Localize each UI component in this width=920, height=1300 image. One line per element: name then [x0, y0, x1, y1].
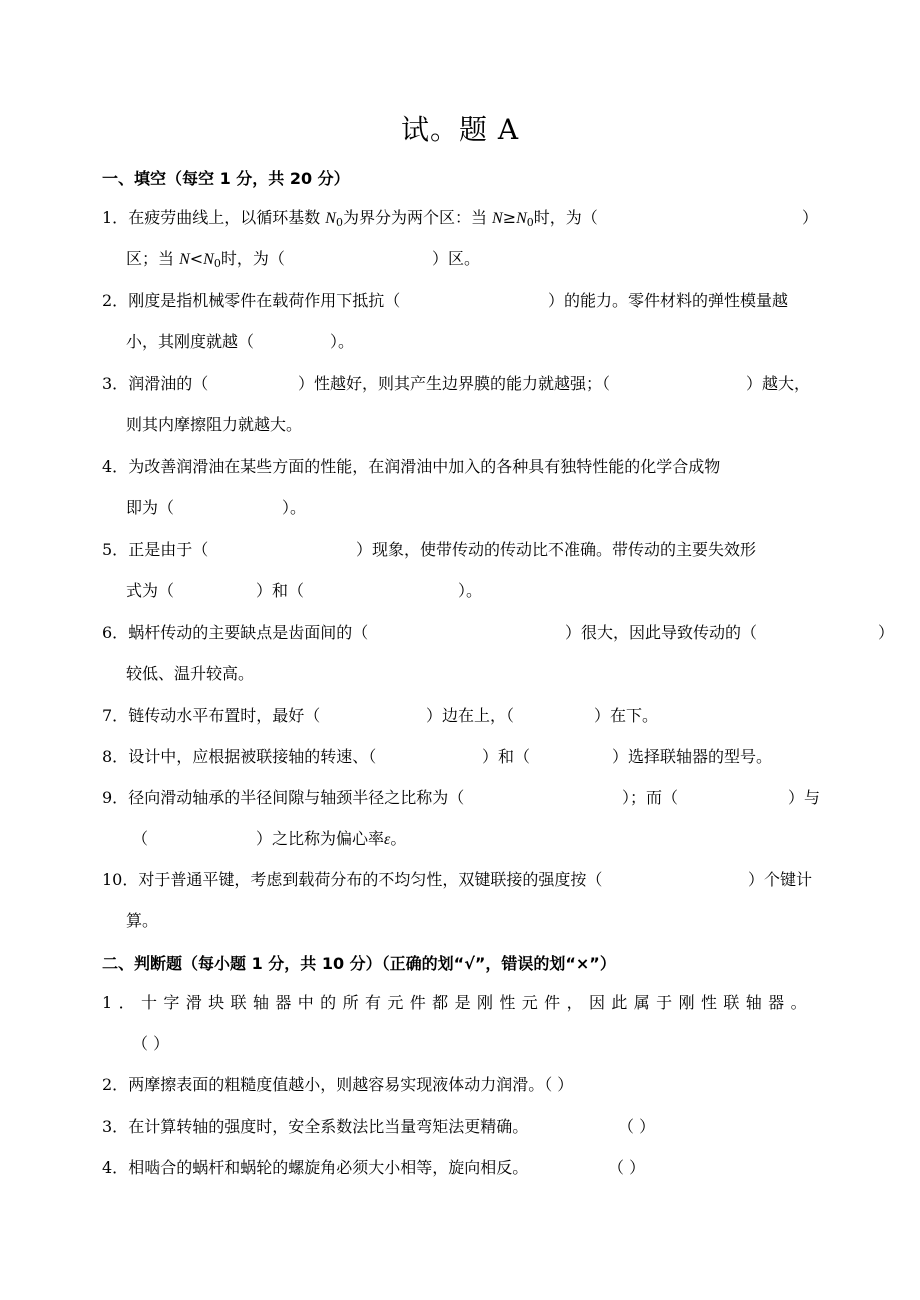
s1-q7-number: 7． — [102, 706, 129, 725]
s1-q6-line2: 较低、温升较高。 — [126, 664, 255, 683]
s1-q6-text-b: ）很大，因此导致传动的（ — [565, 623, 758, 642]
s1-q1-text-b: 为界分为两个区：当 — [342, 208, 493, 227]
s1-q8-text-a: 设计中，应根据被联接轴的转速、（ — [128, 747, 377, 766]
s1-q7-line — [102, 705, 320, 727]
s1-q9-line2 — [256, 828, 406, 851]
s1-q9-text-c: ）与 — [788, 788, 821, 807]
s1-q1-text-c: 时，为（ — [533, 208, 598, 227]
s1-q5-line1 — [102, 539, 208, 561]
s1-q1-var-n5: N — [203, 251, 214, 268]
s1-q2-number: 2． — [102, 291, 129, 310]
s1-q7-text-a: 链传动水平布置时，最好（ — [128, 706, 321, 725]
s1-q1-lt: < — [189, 249, 204, 268]
s1-q7-text-b: ）边在上，（ — [426, 706, 515, 725]
s1-q6-text-c: ） — [878, 623, 895, 642]
s1-q3-text-a: 润滑油的（ — [128, 374, 209, 393]
s1-q3-text-b: ）性越好，则其产生边界膜的能力就越强；（ — [298, 374, 611, 393]
section1-heading: 一、填空（每空 1 分，共 20 分） — [102, 169, 350, 188]
s1-q9-l2-text-c: 。 — [390, 829, 407, 848]
s1-q9-epsilon: ε — [384, 831, 391, 848]
s1-q9-text-a: 径向滑动轴承的半径间隙与轴颈半径之比称为（ — [128, 788, 465, 807]
s2-q3-line — [102, 1116, 528, 1138]
s1-q9-text-b: ）；而（ — [622, 788, 679, 807]
s1-q9-line1 — [102, 787, 464, 809]
s1-q4-line1 — [102, 456, 720, 478]
s1-q5-l2-text-a: 式为（ — [126, 581, 175, 600]
s1-q6-number: 6． — [102, 623, 129, 642]
s1-q1-close-paren: ） — [802, 208, 819, 227]
s2-q2-number: 2． — [102, 1075, 129, 1094]
s1-q1-var-n4: N — [179, 251, 190, 268]
s2-q3-number: 3． — [102, 1117, 129, 1136]
s2-q4-line — [102, 1157, 528, 1179]
s1-q1-var-n2: N — [492, 210, 503, 227]
s1-q1-text-a: 在疲劳曲线上，以循环基数 — [128, 208, 326, 227]
s1-q4-number: 4． — [102, 457, 129, 476]
s1-q4-l2-text-a: 即为（ — [126, 498, 175, 517]
s2-q1-line1 — [102, 992, 813, 1014]
s1-q3-text-c: ）越大， — [746, 374, 811, 393]
s1-q1-sub-c: 0 — [213, 257, 221, 270]
s1-q4-text: 为改善润滑油在某些方面的性能，在润滑油中加入的各种具有独特性能的化学合成物 — [128, 457, 721, 476]
s1-q8-text-b: ）和（ — [482, 747, 531, 766]
s1-q1-geq: ≥ — [502, 208, 517, 227]
s1-q5-text-a: 正是由于（ — [128, 540, 209, 559]
section2-heading: 二、判断题（每小题 1 分，共 10 分）（正确的划“√”，错误的划“×”） — [102, 954, 616, 973]
s1-q3-line2: 则其内摩擦阻力就越大。 — [126, 415, 303, 434]
s1-q6-line1 — [102, 622, 368, 644]
s1-q5-l2-text-c: ）。 — [458, 581, 483, 600]
s2-q4-answer-paren: （ ） — [608, 1158, 646, 1177]
s1-q10-text-a: 对于普通平键，考虑到载荷分布的不均匀性，双键联接的强度按（ — [138, 870, 603, 889]
s2-q3-text: 在计算转轴的强度时，安全系数法比当量弯矩法更精确。 — [128, 1117, 529, 1136]
s1-q8-line — [102, 746, 376, 768]
s1-q10-number: 10． — [102, 870, 139, 889]
s1-q2-text-b: ）的能力。零件材料的弹性模量越 — [548, 291, 789, 310]
s1-q1-var-n: N — [325, 210, 336, 227]
s1-q8-number: 8． — [102, 747, 129, 766]
s1-q9-l2-text-b: ）之比称为偏心率 — [256, 829, 385, 848]
s1-q1-sub: 0 — [335, 216, 343, 229]
s1-q1-sub-b: 0 — [526, 216, 534, 229]
s1-q1-var-n3: N — [516, 210, 527, 227]
s2-q3-answer-paren: （ ） — [618, 1117, 656, 1136]
s1-q3-number: 3． — [102, 374, 129, 393]
s1-q2-l2-text-b: ）。 — [330, 332, 355, 351]
s1-q2-line1 — [102, 290, 400, 312]
s1-q7-text-c: ）在下。 — [594, 706, 659, 725]
s1-q5-l2-text-b: ）和（ — [256, 581, 305, 600]
s1-q1-number: 1． — [102, 208, 129, 227]
s1-q10-line1 — [102, 869, 602, 891]
s1-q1-l2-text-a: 区；当 — [126, 249, 180, 268]
s1-q6-text-a: 蜗杆传动的主要缺点是齿面间的（ — [128, 623, 369, 642]
s1-q10-text-b: ）个键计 — [748, 870, 813, 889]
s1-q1-line2 — [126, 248, 285, 271]
s1-q5-text-b: ）现象，使带传动的传动比不准确。带传动的主要失效形 — [356, 540, 757, 559]
s2-q2-line — [102, 1074, 573, 1096]
s2-q4-text: 相啮合的蜗杆和蜗轮的螺旋角必须大小相等，旋向相反。 — [128, 1158, 529, 1177]
exam-title: 试。题 A — [400, 113, 520, 146]
s2-q4-number: 4． — [102, 1158, 129, 1177]
s1-q5-number: 5． — [102, 540, 129, 559]
s2-q1-answer-paren: （ ） — [132, 1034, 170, 1053]
s1-q9-number: 9． — [102, 788, 129, 807]
s1-q2-l2-text-a: 小，其刚度就越（ — [126, 332, 255, 351]
s1-q3-line1 — [102, 373, 208, 395]
s1-q1-line1 — [102, 207, 598, 230]
s1-q1-l2-text-b: 时，为（ — [220, 249, 285, 268]
s2-q2-text: 两摩擦表面的粗糙度值越小，则越容易实现液体动力润滑。（ ） — [128, 1075, 574, 1094]
s2-q1-text: 十字滑块联轴器中的所有元件都是刚性元件，因此属于刚性联轴器。 — [140, 993, 813, 1012]
s1-q4-l2-text-b: ）。 — [282, 498, 307, 517]
s1-q8-text-c: ）选择联轴器的型号。 — [612, 747, 773, 766]
s1-q10-line2: 算。 — [126, 911, 159, 930]
s1-q1-l2-close: ）区。 — [432, 249, 481, 268]
s1-q9-l2-text-a: （ — [132, 829, 149, 848]
s2-q1-number: 1． — [102, 993, 141, 1012]
s1-q2-text-a: 刚度是指机械零件在载荷作用下抵抗（ — [128, 291, 401, 310]
